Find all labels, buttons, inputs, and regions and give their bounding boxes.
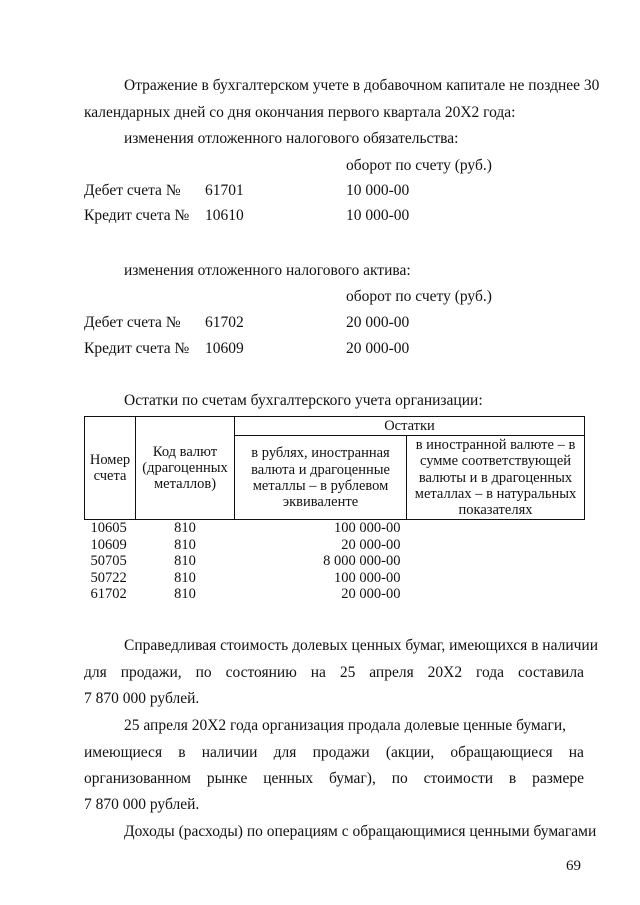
col-header-rubles: в рублях, иностранная валюта и драгоценные металлы – в рублевом эквиваленте	[235, 436, 407, 520]
cell-code: 810	[174, 569, 196, 586]
word: состоянию	[225, 664, 297, 681]
cell-code: 810	[174, 586, 196, 603]
word: размере	[532, 770, 584, 787]
cell-account: 50722	[90, 569, 127, 586]
asset-turnover-label: оборот по счету (руб.)	[346, 288, 492, 305]
cell-code: 810	[174, 536, 196, 553]
cell-rubles: 20 000-00	[341, 536, 401, 553]
cell-rubles: 20 000-00	[341, 586, 401, 603]
asset-debit-amount: 20 000-00	[346, 314, 410, 331]
fair-value-line-2	[84, 664, 584, 683]
word: продажи,	[120, 664, 182, 681]
cell-foreign	[407, 553, 585, 570]
cell-account: 61702	[90, 586, 127, 603]
word: наличии	[201, 744, 258, 761]
word: 20X2	[427, 664, 463, 681]
asset-credit-label: Кредит счета №	[84, 340, 190, 357]
cell-foreign	[407, 570, 585, 587]
word: продажи	[312, 744, 370, 761]
word: апреля	[369, 664, 414, 681]
word: на	[310, 664, 326, 681]
intro-line-2: календарных дней со дня окончания первого квартала 20X2 года:	[84, 104, 516, 121]
table-row	[85, 553, 585, 570]
cell-rubles: 100 000-00	[334, 520, 401, 537]
word: рынке	[206, 770, 248, 787]
liability-debit-amount: 10 000-00	[346, 182, 410, 199]
fair-value-line-3: 7 870 000 рублей.	[84, 690, 200, 707]
col-header-currency-code: Код валют (драгоценных металлов)	[136, 417, 235, 520]
cell-account: 10605	[90, 520, 127, 537]
liability-turnover-label: оборот по счету (руб.)	[346, 157, 492, 174]
word: имеющиеся	[84, 744, 163, 761]
liability-credit-label: Кредит счета №	[84, 207, 190, 224]
word: по	[195, 664, 212, 681]
word: ценных	[263, 770, 314, 787]
table-row	[85, 570, 585, 587]
page-number: 69	[566, 858, 581, 874]
col-header-balances-group: Остатки	[235, 417, 585, 436]
word: организованном	[84, 770, 191, 787]
word: для	[84, 664, 107, 681]
cell-foreign	[407, 586, 585, 603]
cell-account: 10609	[90, 536, 127, 553]
word: по	[391, 770, 408, 787]
balances-heading: Остатки по счетам бухгалтерского учета организации:	[124, 392, 483, 409]
intro-line-1: Отражение в бухгалтерском учете в добавочном капитале не позднее 30	[124, 77, 600, 94]
liability-debit-label: Дебет счета №	[84, 182, 181, 199]
word: 25	[339, 664, 356, 681]
balances-table	[84, 416, 585, 603]
table-row	[85, 586, 585, 603]
word: (акции,	[385, 744, 435, 761]
fair-value-line-1: Справедливая стоимость долевых ценных бумаг, имеющихся в наличии	[124, 637, 599, 654]
liability-debit-account: 61701	[205, 182, 244, 199]
liability-credit-account: 10610	[205, 207, 244, 224]
col-header-account-number: Номер счета	[85, 417, 136, 520]
word: для	[273, 744, 297, 761]
cell-rubles: 8 000 000-00	[323, 553, 401, 570]
word: на	[568, 744, 584, 761]
word: в	[508, 770, 517, 787]
asset-debit-account: 61702	[205, 314, 244, 331]
cell-code: 810	[174, 520, 196, 537]
sale-line-4: 7 870 000 рублей.	[84, 796, 200, 813]
table-row	[85, 537, 585, 554]
word: обращающиеся	[450, 744, 553, 761]
liability-credit-amount: 10 000-00	[346, 207, 410, 224]
asset-heading: изменения отложенного налогового актива:	[124, 262, 411, 279]
sale-line-2	[84, 744, 584, 763]
income-line-1: Доходы (расходы) по операциям с обращающимися ценными бумагами	[124, 823, 597, 840]
table-row	[85, 520, 585, 537]
liability-heading: изменения отложенного налогового обязательства:	[124, 130, 459, 147]
sale-line-1: 25 апреля 20X2 года организация продала долевые ценные бумаги,	[124, 717, 567, 734]
cell-code: 810	[174, 553, 196, 570]
word: бумаг),	[329, 770, 376, 787]
asset-credit-amount: 20 000-00	[346, 340, 410, 357]
word: составила	[517, 664, 584, 681]
asset-debit-label: Дебет счета №	[84, 314, 181, 331]
word: года	[476, 664, 505, 681]
col-header-foreign: в иностранной валюте – в сумме соответствующей валюты и в драгоценных металлах – в натуральных показателях	[407, 436, 585, 520]
word: в	[178, 744, 186, 761]
cell-foreign	[407, 520, 585, 537]
cell-rubles: 100 000-00	[334, 569, 401, 586]
asset-credit-account: 10609	[205, 340, 244, 357]
word: стоимости	[423, 770, 494, 787]
cell-account: 50705	[90, 553, 127, 570]
cell-foreign	[407, 537, 585, 554]
sale-line-3	[84, 770, 584, 789]
